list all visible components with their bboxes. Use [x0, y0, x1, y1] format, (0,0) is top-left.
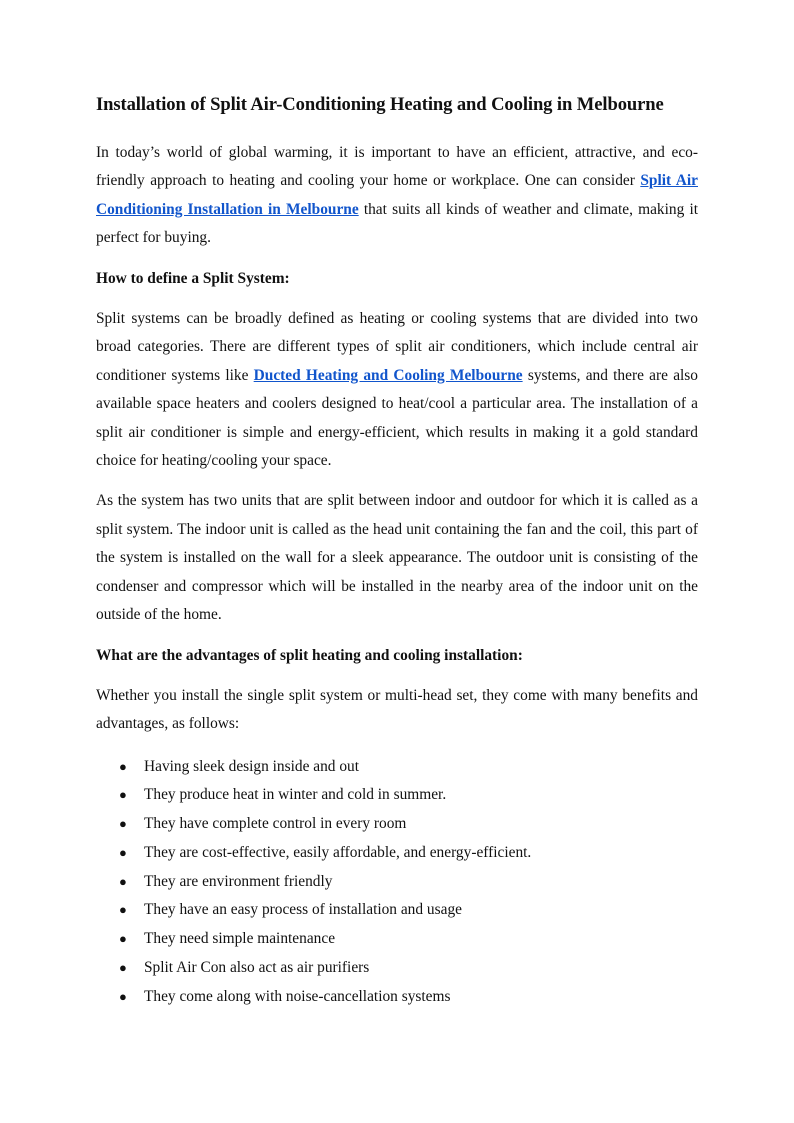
intro-paragraph — [96, 139, 698, 253]
bullet-icon: ● — [119, 959, 127, 975]
list-item — [96, 925, 698, 954]
list-item — [96, 954, 698, 983]
list-item-text: They come along with noise-cancellation systems — [144, 987, 451, 1005]
bullet-icon: ● — [119, 816, 127, 832]
list-item — [96, 839, 698, 868]
list-item-text: They have complete control in every room — [144, 815, 407, 833]
document-page — [96, 93, 698, 1011]
list-item-text: They need simple maintenance — [144, 930, 336, 948]
list-item — [96, 753, 698, 782]
split-system-definition-paragraph — [96, 305, 698, 475]
list-item — [96, 896, 698, 925]
list-item — [96, 810, 698, 839]
intro-text-start: In today’s world of global warming, it is important to have an efficient, attractive, and eco-friendly approach to heating and cooling your home or workplace. One can consider — [96, 144, 698, 190]
definition-text-start: Split systems can be broadly defined as heating or cooling systems that are divided into two broad categories. There are different types of split air conditioners, which include central air conditioner systems like — [96, 310, 698, 384]
bullet-icon: ● — [119, 787, 127, 803]
bullet-icon: ● — [119, 758, 127, 774]
intro-text-end: that suits all kinds of weather and climate, making it perfect for buying. — [96, 200, 699, 247]
advantages-intro-paragraph: Whether you install the single split system or multi-head set, they come with many benefits and advantages, as follows: — [96, 686, 698, 733]
list-item-text: They are cost-effective, easily affordable, and energy-efficient. — [144, 843, 532, 861]
bullet-icon: ● — [119, 844, 127, 860]
list-item — [96, 868, 698, 897]
split-system-units-paragraph: As the system has two units that are split between indoor and outdoor for which it is called as a split system. The indoor unit is called as the head unit containing the fan and the coil, this part of the system is installed on the wall for a sleek appearance. The outdoor unit is consisting of the condenser and compressor which will be installed in the nearby area of the indoor unit on the outside of the home. — [96, 492, 698, 624]
split-air-conditioning-installation-link[interactable]: Split Air Conditioning Installation in Melbourne — [96, 172, 698, 218]
list-item — [96, 781, 698, 810]
list-item-text: They have an easy process of installation and usage — [144, 901, 462, 919]
list-item-text: They are environment friendly — [144, 872, 333, 890]
list-item-text: Split Air Con also act as air purifiers — [144, 958, 370, 976]
list-item-text: They produce heat in winter and cold in summer. — [144, 786, 447, 804]
definition-text-end: systems, and there are also available space heaters and coolers designed to heat/cool a particular area. The installation of a split air conditioner is simple and energy-efficient, which results in making it a gold standard choice for heating/cooling your space. — [96, 366, 698, 470]
bullet-icon: ● — [119, 902, 127, 918]
bullet-icon: ● — [119, 988, 127, 1004]
bullet-icon: ● — [119, 873, 127, 889]
document-title: Installation of Split Air-Conditioning Heating and Cooling in Melbourne — [96, 94, 664, 115]
ducted-heating-cooling-link[interactable]: Ducted Heating and Cooling Melbourne — [253, 366, 523, 384]
list-item — [96, 983, 698, 1012]
advantages-list — [96, 753, 698, 1012]
bullet-icon: ● — [119, 931, 127, 947]
list-item-text: Having sleek design inside and out — [144, 757, 360, 775]
section-heading-advantages: What are the advantages of split heating and cooling installation: — [96, 646, 523, 664]
section-heading-split-system: How to define a Split System: — [96, 269, 290, 287]
